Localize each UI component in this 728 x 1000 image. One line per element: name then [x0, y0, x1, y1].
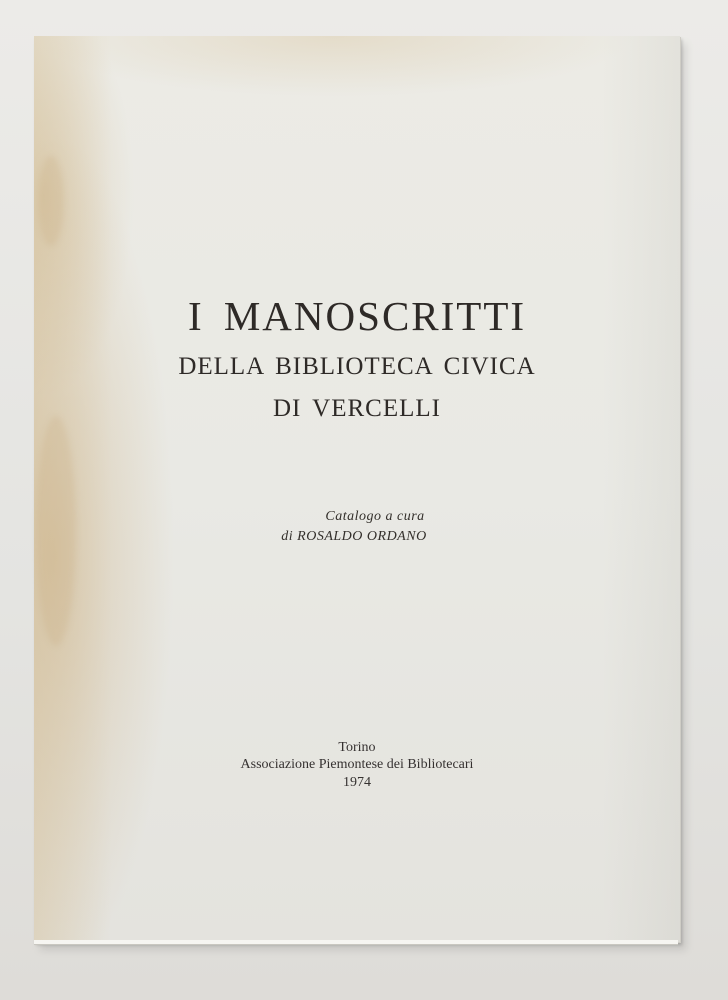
imprint-city: Torino	[338, 740, 376, 755]
cover-subtitle-line1: DELLA BIBLIOTECA CIVICA	[178, 353, 536, 380]
page-edge	[34, 940, 678, 945]
cover-title: I MANOSCRITTI	[187, 293, 527, 339]
foxing-stain	[38, 156, 64, 246]
book-cover	[34, 36, 680, 942]
imprint-year: 1974	[343, 775, 371, 790]
cover-subtitle-line2: DI VERCELLI	[273, 395, 441, 422]
editor-credit-line1: Catalogo a cura	[325, 509, 425, 524]
editor-credit-line2: di ROSALDO ORDANO	[281, 529, 427, 544]
imprint-publisher: Associazione Piemontese dei Bibliotecari	[240, 757, 474, 772]
